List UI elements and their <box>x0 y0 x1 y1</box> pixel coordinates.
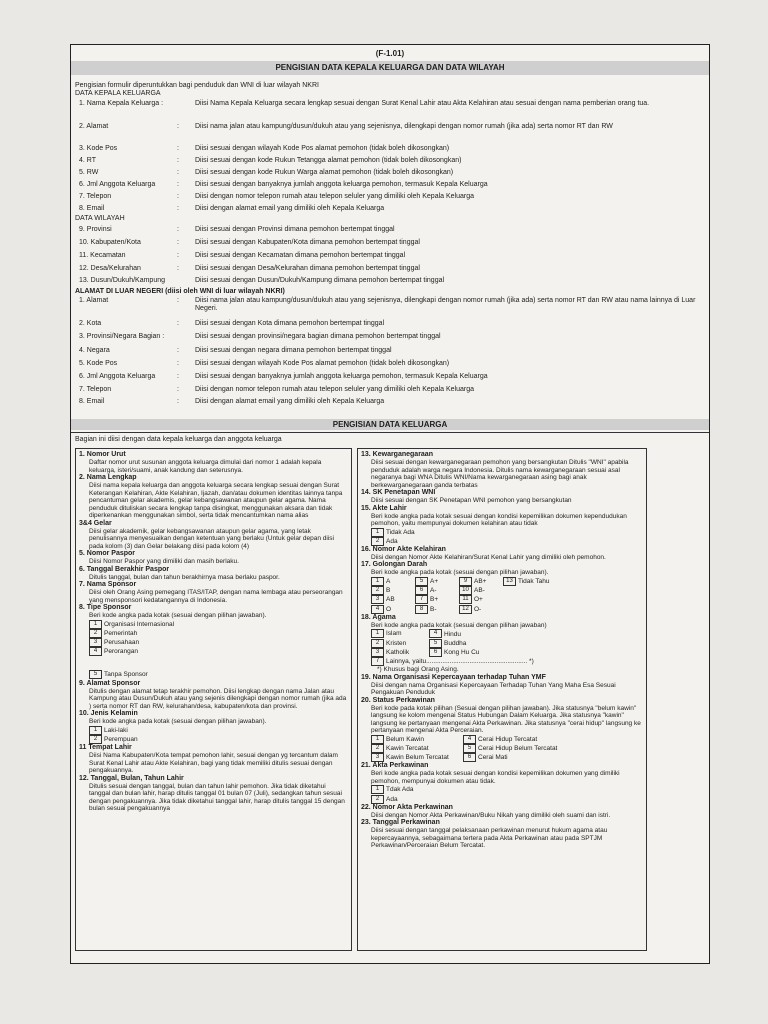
item-body: Diisi dengan Nomor Akta Perkawinan/Buku Nikah yang dimiliki oleh suami dan istri. <box>371 811 611 819</box>
item-heading: 5. Nomor Paspor <box>79 550 136 557</box>
option-row <box>361 753 643 762</box>
code-box: 3 <box>371 753 384 762</box>
code-box: 5 <box>463 744 476 753</box>
code-box: 3 <box>89 638 102 647</box>
option-label: Kong Hu Cu <box>444 648 480 656</box>
kk-desc: Diisi nama jalan atau kampung/dusun/dukuh atau yang sejenisnya, dilengkapi dengan nomor rumah (jika ada) serta nomor RT dan RW <box>195 123 613 130</box>
item-body: Daftar nomor urut susunan anggota keluarga dimulai dari nomor 1 adalah kepala keluarga, isteri/suami, anak kandung dan seterusnya. <box>89 459 322 474</box>
code-box: 1 <box>89 620 102 629</box>
right-instructions-box <box>357 448 647 951</box>
option-row <box>361 605 643 614</box>
code-box: 2 <box>371 537 384 546</box>
option-label: Tidak Tahu <box>518 578 550 586</box>
left-instructions-box <box>75 448 352 951</box>
kk-desc: Diisi Nama Kepala Keluarga secara lengkap sesuai dengan Surat Kenal Lahir atau Akta Kelahiran atau sesuai dengan nama pemberian orang tua. <box>195 100 650 107</box>
code-box: 1 <box>371 629 384 638</box>
kk-label: 6. Jml Anggota Keluarga <box>79 181 156 188</box>
option-row <box>79 735 347 744</box>
kk-desc: Diisi sesuai dengan kode Rukun Tetangga alamat pemohon (tidak boleh dikosongkan) <box>195 157 462 164</box>
code-box: 1 <box>371 528 384 537</box>
footnote: *) Khusus bagi Orang Asing. <box>377 666 459 674</box>
option-label: Ada <box>386 795 398 803</box>
kk-desc: Diisi sesuai dengan wilayah Kode Pos alamat pemohon (tidak boleh dikosongkan) <box>195 145 450 152</box>
code-box: 5 <box>429 639 442 648</box>
option-label: Hindu <box>444 630 461 638</box>
item-body: Diisi Nomor Paspor yang dimiliki dan masih berlaku. <box>89 558 239 565</box>
option-label: Lainnya, yaitu........................................................ *) <box>386 658 534 666</box>
option-row <box>79 629 347 638</box>
item-heading: 7. Nama Sponsor <box>79 581 137 588</box>
option-row <box>361 528 643 537</box>
kk-label: 8. Email <box>79 205 105 212</box>
item-body: Beri kode angka pada kotak (sesuai dengan pilihan jawaban). <box>89 612 267 619</box>
code-box: 1 <box>371 577 384 586</box>
option-row <box>361 744 643 753</box>
item-heading: 19. Nama Organisasi Kepercayaan terhadap Tuhan YMF <box>361 673 546 681</box>
option-row <box>361 595 643 604</box>
option-label: Pemerintah <box>104 629 138 637</box>
item-heading: 17. Golongan Darah <box>361 561 428 569</box>
code-box: 2 <box>89 735 102 744</box>
option-label: AB+ <box>474 578 487 586</box>
option-label: Katholik <box>386 648 410 656</box>
option-label: Perorangan <box>104 648 138 656</box>
item-heading: 2. Nama Lengkap <box>79 474 137 481</box>
item-heading: 14. SK Penetapan WNI <box>361 489 436 496</box>
code-box: 6 <box>463 753 476 762</box>
item-heading: 10. Jenis Kelamin <box>79 710 138 718</box>
option-label: Cerai Mati <box>478 754 508 762</box>
luar-desc: Diisi nama jalan atau kampung/dusun/dukuh atau yang sejenisnya, dilengkapi dengan nomor rumah (jika ada) serta nomor RT dan RW atau nama lainnya di Luar Negeri. <box>195 297 696 312</box>
item-body: Beri kode angka pada kotak (sesuai dengan pilihan jawaban). <box>371 569 549 577</box>
kk-label: 5. RW <box>79 169 99 176</box>
wil-label: 12. Desa/Kelurahan <box>79 265 141 272</box>
option-row <box>361 586 643 595</box>
option-row <box>361 785 643 794</box>
option-label: Perusahaan <box>104 639 140 647</box>
option-label: B+ <box>430 596 439 604</box>
code-box: 7 <box>415 595 428 604</box>
option-row <box>79 647 347 656</box>
item-heading: 9. Alamat Sponsor <box>79 679 141 687</box>
kk-label: 4. RT <box>79 157 96 164</box>
luar-desc: Diisi dengan alamat email yang dimiliki oleh Kepala Keluarga <box>195 398 385 405</box>
item-heading: 20. Status Perkawinan <box>361 696 435 704</box>
item-heading: 11 Tempat Lahir <box>79 744 132 752</box>
item-body: Ditulis dengan alamat tetap terakhir pemohon. Diisi lengkap dengan nama Jalan atau Kampung atau Dusun/Dukuh atau yang sejenis dilengkapi dengan nomor rumah (jika ada ) serta nomor RT dan RW, kelurahan/desa, kabupaten/kota dan provinsi. <box>89 687 347 710</box>
form-page: (F-1.01) PENGISIAN DATA KEPALA KELUARGA DAN DATA WILAYAH Pengisian formulir diperuntukkan bagi penduduk dan WNI di luar wilayah NKRI DATA KEPALA KELUARGA 1. Nama Kepala Keluarga : Diisi Nama Kepala Keluarga secara lengkap sesuai dengan Surat Kenal Lahir atau Akta Kelahiran atau sesuai dengan nama pemberian orang tua. 2. Alamat : Diisi nama jalan atau kampung/dusun/dukuh atau yang sejenisnya, dilengkapi dengan nomor rumah (jika ada) serta nomor RT dan RW 3. Kode Pos : Diisi sesuai dengan wilayah Kode Pos alamat pemohon (tidak boleh dikosongkan) 4. RT : Diisi sesuai dengan kode Rukun Tetangga alamat pemohon (tidak boleh dikosongkan) 5. RW : Diisi sesuai dengan kode Rukun Warga alamat pemohon (tidak boleh dikosongkan) 6. Jml Anggota Keluarga : Diisi sesuai dengan banyaknya jumlah anggota keluarga pemohon, termasuk Kepala Keluarga 7. Telepon : Diisi dengan nomor telepon rumah atau telepon seluler yang dimiliki oleh Kepala Keluarga 8. Email : Diisi dengan alamat email yang dimiliki oleh Kepala Keluarga DATA WILAYAH 9. Provinsi : Diisi sesuai dengan Provinsi dimana pemohon bertempat tinggal 10. Kabupaten/Kota : Diisi sesuai dengan Kabupaten/Kota dimana pemohon bertempat tinggal 11. Kecamatan : Diisi sesuai dengan Kecamatan dimana pemohon bertempat tinggal 12. Desa/Kelurahan : Diisi sesuai dengan Desa/Kelurahan dimana pemohon bertempat tinggal 13. Dusun/Dukuh/Kampung Diisi sesuai dengan Dusun/Dukuh/Kampung dimana pemohon bertempat tinggal ALAMAT DI LUAR NEGERI (diisi oleh WNI di luar wilayah NKRI) 1. Alamat : Diisi nama jalan atau kampung/dusun/dukuh atau yang sejenisnya, dilengkapi dengan nomor rumah (jika ada) serta nomor RT dan RW atau nama lainnya di Luar Negeri. 2. Kota : Diisi sesuai dengan Kota dimana pemohon bertempat tinggal 3. Provinsi/Negara Bagian : Diisi sesuai dengan provinsi/negara bagian dimana pemohon bertempat tinggal 4. Negara : Diisi sesuai dengan negara dimana pemohon bertempat tinggal 5. Kode Pos : Diisi sesuai dengan wilayah Kode Pos alamat pemohon (tidak boleh dikosongkan) 6. Jml Anggota Keluarga : Diisi sesuai dengan banyaknya jumlah anggota keluarga pemohon, termasuk Kepala Keluarga 7. Telepon : Diisi dengan nomor telepon rumah atau telepon seluler yang dimiliki oleh Kepala Keluarga 8. Email : Diisi dengan alamat email yang dimiliki oleh Kepala Keluarga PENGISIAN DATA KELUARGA Bagian ini diisi dengan data kepala keluarga dan anggota keluarga 1. Nomor Urut Daftar nomor urut susunan anggota keluarga dimulai dari nomor 1 adalah kepala keluarga, isteri/suami, anak kandung dan seterusnya. 2. Nama Lengkap Diisi nama kepala keluarga dan anggota keluarga secara lengkap sesuai dengan Surat Keterangan Kelahiran, Akte Kelahiran, Ijazah, dan/atau dokumen identitas lainnya tanpa pencantuman gelar akademis, gelar kebangsawanan ataupun gelar agama. Nama penduduk dituliskan secara lengkap tanpa disingkat, menggunakan aksara dan tidak diperkenankan menggunakan simbol, serta tidak mencantumkan nama alias 3&4 Gelar Diisi gelar akademik, gelar kebangsawanan ataupun gelar agama, yang letak penulisannya menyesuaikan dengan ketentuan yang berlaku (Untuk gelar depan diisi pada kolom (3) dan Gelar belakang diisi pada kolom (4) 5. Nomor Paspor Diisi Nomor Paspor yang dimiliki dan masih berlaku. 6. Tanggal Berakhir Paspor Ditulis tanggal, bulan dan tahun berakhirnya masa berlaku paspor. 7. Nama Sponsor Diisi oleh Orang Asing pemegang ITAS/ITAP, dengan nama lembaga atau perseorangan yang mensponsori kedatangannya di Indonesia. 8. Tipe Sponsor Beri kode angka pada kotak (sesuai dengan pilihan jawaban). 1 Organisasi Internasional 2 Pemerintah 3 Perusahaan 4 Perorangan 5 Tanpa Sponsor 9. Alamat Sponsor Ditulis dengan alamat tetap terakhir pemohon. Diisi lengkap dengan nama Jalan atau Kampung atau Dusun/Dukuh atau yang sejenis dilengkapi dengan nomor rumah (jika ada ) serta nomor RT dan RW, kelurahan/desa, kabupaten/kota dan provinsi. 10. Jenis Kelamin Beri kode angka pada kotak (sesuai dengan pilihan jawaban). 1 Laki-laki 2 Perempuan 11 Tempat Lahir Diisi Nama Kabupaten/Kota tempat pemohon lahir, sesuai dengan yg tercantum dalam Surat Kenal Lahir atau Akte Kelahiran, bagi yang tidak memiliki ditulis sesuai dengan pengakuannya. 12. Tanggal, Bulan, Tahun Lahir Ditulis sesuai dengan tanggal, bulan dan tahun lahir pemohon. Jika tidak diketahui tanggal dan bulan lahir, harap ditulis tanggal 01 bulan 07 (Juli), sedangkan tahun sesuai dengan pengakuannya. Jika tidak diketahui tanggal lahir, harap ditulis tanggal 15 dengan bulan sesuai pengakuannya 13. Kewarganegaraan Diisi sesuai dengan kewarganegaraan pemohon yang bersangkutan Ditulis "WNI" apabila penduduk adalah warga negara Indonesia. Ditulis nama kewarganegaraan sesuai asal negaranya bagi WNA Ditulis WNI/Nama kewarganegaraan asing bagi anak berkewarganegaraan ganda terbatas 14. SK Penetapan WNI Diisi sesuai dengan SK Penetapan WNI pemohon yang bersangkutan 15. Akte Lahir Beri kode angka pada kotak sesuai dengan kondisi kepemilikan dokumen kependudukan pemohon, yaitu mempunyai dokumen kelahiran atau tidak 1 Tidak Ada 2 Ada 16. Nomor Akte Kelahiran Diisi dengan Nomor Akte Kelahiran/Surat Kenal Lahir yang dimiliki oleh pemohon. 17. Golongan Darah Beri kode angka pada kotak (sesuai dengan pilihan jawaban). 1 A 5 A+ 9 AB+ 13 Tidak Tahu 2 B 6 A- 10 AB- 3 AB 7 B+ 11 O+ 4 O 8 B- 12 O- 18. Agama Beri kode angka pada kotak (sesuai dengan pilihan jawaban) 1 Islam 4 Hindu 2 Kristen 5 Buddha 3 Katholik 6 Kong Hu Cu 7 Lainnya, yaitu........................................................ *) *) Khusus bagi Orang Asing. 19. Nama Organisasi Kepercayaan terhadap Tuhan YMF Diisi dengan nama Organisasi Kepercayaan Terhadap Tuhan Yang Maha Esa Sesuai Pengakuan Penduduk 20. Status Perkawinan Beri kode pada kotak pilihan (Sesuai dengan pilihan jawaban). Jika statusnya "belum kawin" langsung ke kolom mengenai Status Hubungan Dalam Keluarga. Jika statusnya "kawin" langsung ke pertanyaan mengenai Akta Perkawinan. Jika statusnya "cerai hidup" langsung ke pertanyaan mengenai Akta Perceraian. 1 Belum Kawin 4 Cerai Hidup Tercatat 2 Kawin Tercatat 5 Cerai Hidup Belum Tercatat 3 Kawin Belum Tercatat 6 Cerai Mati 21. Akta Perkawinan Beri kode angka pada kotak sesuai dengan kondisi kepemilikan dokumen yang dimiliki pemohon, mempunyai dokumen atau tidak. 1 Tdak Ada 2 Ada 22. Nomor Akta Perkawinan Diisi dengan Nomor Akta Perkawinan/Buku Nikah yang dimiliki oleh suami dan istri. 23. Tanggal Perkawinan Diisi sesuai dengan tanggal pelaksanaan perkawinan menurut hukum agama atau kepercayaannya, sebagaimana tertera pada Akta Perkawinan atau pada SPTJM Perkawinan/Perceraian Belum Tercatat. <box>70 44 710 964</box>
option-row <box>79 670 347 679</box>
luar-label: 7. Telepon <box>79 386 112 393</box>
item-heading: 18. Agama <box>361 613 396 621</box>
item-heading: 22. Nomor Akta Perkawinan <box>361 803 453 811</box>
code-box: 5 <box>89 670 102 679</box>
luar-label: 2. Kota <box>79 320 102 327</box>
luar-desc: Diisi sesuai dengan negara dimana pemohon bertempat tinggal <box>195 347 392 354</box>
code-box: 1 <box>371 785 384 794</box>
intro-text: Pengisian formulir diperuntukkan bagi penduduk dan WNI di luar wilayah NKRI <box>75 82 319 89</box>
item-body: Diisi nama kepala keluarga dan anggota keluarga secara lengkap sesuai dengan Surat Keterangan Kelahiran, Akte Kelahiran, Ijazah, dan/atau dokumen identitas lainnya tanpa pencantuman gelar akademis, gelar kebangsawanan ataupun gelar agama. Nama penduduk dituliskan secara lengkap tanpa disingkat, menggunakan aksara dan tidak diperkenankan menggunakan simbol, serta tidak mencantumkan nama alias <box>89 482 343 519</box>
option-row <box>361 795 643 804</box>
luar-desc: Diisi dengan nomor telepon rumah atau telepon seluler yang dimiliki oleh Kepala Keluarga <box>195 386 475 393</box>
luar-label: 8. Email <box>79 398 105 405</box>
item-body: Diisi Nama Kabupaten/Kota tempat pemohon lahir, sesuai dengan yg tercantum dalam Surat Kenal Lahir atau Akte Kelahiran, bagi yang tidak memiliki ditulis sesuai dengan pengakuannya. <box>89 752 338 775</box>
option-label: O- <box>474 605 482 613</box>
item-body: Diisi gelar akademik, gelar kebangsawanan ataupun gelar agama, yang letak penulisannya menyesuaikan dengan ketentuan yang berlaku (Untuk gelar depan diisi pada kolom (3) dan Gelar belakang diisi pada kolom (4) <box>89 527 335 550</box>
option-label: Tanpa Sponsor <box>104 671 148 679</box>
luar-desc: Diisi sesuai dengan banyaknya jumlah anggota keluarga pemohon, termasuk Kepala Keluarga <box>195 373 488 380</box>
luar-label: 6. Jml Anggota Keluarga <box>79 373 156 380</box>
title-data-keluarga: PENGISIAN DATA KELUARGA <box>71 419 709 430</box>
option-row <box>79 620 347 629</box>
option-row <box>361 577 643 586</box>
option-label: Buddha <box>444 639 467 647</box>
item-heading: 3&4 Gelar <box>79 519 112 527</box>
code-box: 8 <box>415 605 428 614</box>
item-heading: 15. Akte Lahir <box>361 504 407 512</box>
luar-desc: Diisi sesuai dengan wilayah Kode Pos alamat pemohon (tidak boleh dikosongkan) <box>195 360 450 367</box>
option-row <box>361 735 643 744</box>
kk-label: 1. Nama Kepala Keluarga : <box>79 100 164 107</box>
item-heading: 16. Nomor Akte Kelahiran <box>361 545 446 553</box>
form-code: (F-1.01) <box>375 49 405 58</box>
code-box: 4 <box>371 605 384 614</box>
option-row <box>361 648 643 657</box>
item-body: Diisi dengan nama Organisasi Kepercayaan Terhadap Tuhan Yang Maha Esa Sesuai Pengakuan Penduduk <box>371 681 616 697</box>
item-body: Beri kode pada kotak pilihan (Sesuai dengan pilihan jawaban). Jika statusnya "belum kawin" langsung ke kolom mengenai Status Hubungan Dalam Keluarga. Jika statusnya "kawin" langsung ke pertanyaan mengenai Akta Perkawinan. Jika statusnya "cerai hidup" langsung ke pertanyaan mengenai Akta Perceraian. <box>371 704 641 735</box>
kk-label: 2. Alamat <box>79 123 109 130</box>
kk-label: 7. Telepon <box>79 193 112 200</box>
wil-desc: Diisi sesuai dengan Kabupaten/Kota dimana pemohon bertempat tinggal <box>195 239 420 246</box>
option-label: Kawin Belum Tercatat <box>386 754 449 762</box>
item-body: Diisi sesuai dengan SK Penetapan WNI pemohon yang bersangkutan <box>371 497 572 504</box>
luar-label: 4. Negara <box>79 347 110 354</box>
section-data-kepala-keluarga: DATA KEPALA KELUARGA <box>75 90 161 97</box>
option-label: AB- <box>474 587 485 595</box>
option-label: Kristen <box>386 639 407 647</box>
kk-desc: Diisi sesuai dengan banyaknya jumlah anggota keluarga pemohon, termasuk Kepala Keluarga <box>195 181 488 188</box>
code-box: 2 <box>371 586 384 595</box>
option-row <box>361 657 643 666</box>
luar-desc: Diisi sesuai dengan Kota dimana pemohon bertempat tinggal <box>195 320 385 327</box>
option-label: Islam <box>386 630 402 638</box>
code-box: 11 <box>459 595 472 604</box>
luar-label: 3. Provinsi/Negara Bagian : <box>79 333 165 340</box>
code-box: 4 <box>463 735 476 744</box>
option-label: O <box>386 605 392 613</box>
item-body: Diisi sesuai dengan kewarganegaraan pemohon yang bersangkutan Ditulis "WNI" apabila penduduk adalah warga negara Indonesia. Ditulis nama kewarganegaraan sesuai asal negaranya bagi WNA Ditulis WNI/Nama kewarganegaraan asing bagi anak berkewarganegaraan ganda terbatas <box>371 459 629 489</box>
option-label: Organisasi Internasional <box>104 620 175 628</box>
code-box: 3 <box>371 595 384 604</box>
code-box: 1 <box>89 726 102 735</box>
code-box: 7 <box>371 657 384 666</box>
code-box: 6 <box>415 586 428 595</box>
option-row <box>79 726 347 735</box>
luar-label: 5. Kode Pos <box>79 360 118 367</box>
title-kepala-keluarga-wilayah: PENGISIAN DATA KEPALA KELUARGA DAN DATA WILAYAH <box>71 61 709 75</box>
option-label: B- <box>430 605 437 613</box>
wil-label: 9. Provinsi <box>79 226 112 233</box>
wil-desc: Diisi sesuai dengan Desa/Kelurahan dimana pemohon bertempat tinggal <box>195 265 420 272</box>
item-body: Diisi dengan Nomor Akte Kelahiran/Surat Kenal Lahir yang dimiliki oleh pemohon. <box>371 553 606 561</box>
divider <box>71 432 709 433</box>
item-heading: 12. Tanggal, Bulan, Tahun Lahir <box>79 774 184 782</box>
code-box: 3 <box>371 648 384 657</box>
option-row <box>79 638 347 647</box>
item-heading: 6. Tanggal Berakhir Paspor <box>79 565 170 573</box>
kk-desc: Diisi dengan nomor telepon rumah atau telepon seluler yang dimiliki oleh Kepala Keluarga <box>195 193 475 200</box>
code-box: 4 <box>429 629 442 638</box>
kk-desc: Diisi sesuai dengan kode Rukun Warga alamat pemohon (tidak boleh dikosongkan) <box>195 169 454 176</box>
option-label: B <box>386 587 391 595</box>
section-alamat-luar-negeri: ALAMAT DI LUAR NEGERI (diisi oleh WNI di luar wilayah NKRI) <box>75 288 285 295</box>
code-box: 6 <box>429 648 442 657</box>
item-body: Diisi sesuai dengan tanggal pelaksanaan perkawinan menurut hukum agama atau kepercayaannya, sebagaimana tertera pada Akta Perkawinan atau pada SPTJM Perkawinan/Perceraian Belum Tercatat. <box>371 827 608 850</box>
code-box: 2 <box>89 629 102 638</box>
kk-label: 3. Kode Pos <box>79 145 118 152</box>
code-box: 4 <box>89 647 102 656</box>
code-box: 12 <box>459 605 472 614</box>
code-box: 1 <box>371 735 384 744</box>
option-row <box>361 537 643 546</box>
kk-desc: Diisi dengan alamat email yang dimiliki oleh Kepala Keluarga <box>195 205 385 212</box>
code-box: 2 <box>371 639 384 648</box>
code-box: 2 <box>371 744 384 753</box>
item-heading: 1. Nomor Urut <box>79 451 126 458</box>
code-box: 2 <box>371 795 384 804</box>
wil-desc: Diisi sesuai dengan Dusun/Dukuh/Kampung dimana pemohon bertempat tinggal <box>195 277 445 284</box>
option-label: AB <box>386 596 395 604</box>
item-heading: 21. Akta Perkawinan <box>361 762 429 770</box>
option-label: A <box>386 578 391 586</box>
option-label: Tidak Ada <box>386 528 415 536</box>
item-heading: 23. Tanggal Perkawinan <box>361 819 440 827</box>
option-label: Perempuan <box>104 736 138 744</box>
option-label: O+ <box>474 596 483 604</box>
item-body: Beri kode angka pada kotak sesuai dengan kondisi kepemilikan dokumen kependudukan pemohon, yaitu mempunyai dokumen kelahiran atau tidak <box>371 512 627 527</box>
wil-desc: Diisi sesuai dengan Kecamatan dimana pemohon bertempat tinggal <box>195 252 406 259</box>
luar-desc: Diisi sesuai dengan provinsi/negara bagian dimana pemohon bertempat tinggal <box>195 333 441 340</box>
option-label: Cerai Hidup Belum Tercatat <box>478 745 558 753</box>
option-label: Belum Kawin <box>386 735 424 743</box>
option-label: Laki-laki <box>104 726 128 734</box>
item-heading: 13. Kewarganegaraan <box>361 451 433 458</box>
option-label: Ada <box>386 537 398 545</box>
code-box: 10 <box>459 586 472 595</box>
option-row <box>361 639 643 648</box>
code-box: 9 <box>459 577 472 586</box>
wil-desc: Diisi sesuai dengan Provinsi dimana pemohon bertempat tinggal <box>195 226 395 233</box>
wil-label: 13. Dusun/Dukuh/Kampung <box>79 277 165 284</box>
option-label: A- <box>430 587 437 595</box>
item-body: Ditulis tanggal, bulan dan tahun berakhirnya masa berlaku paspor. <box>89 573 280 581</box>
item-heading: 8. Tipe Sponsor <box>79 604 132 611</box>
option-label: A+ <box>430 578 439 586</box>
item-body: Diisi oleh Orang Asing pemegang ITAS/ITAP, dengan nama lembaga atau perseorangan yang mensponsori kedatangannya di Indonesia. <box>89 589 343 604</box>
code-box: 13 <box>503 577 516 586</box>
wil-label: 10. Kabupaten/Kota <box>79 239 141 246</box>
item-body: Beri kode angka pada kotak (sesuai dengan pilihan jawaban) <box>371 621 547 629</box>
item-body: Beri kode angka pada kotak (sesuai dengan pilihan jawaban). <box>89 718 267 726</box>
option-row <box>361 629 643 638</box>
luar-label: 1. Alamat <box>79 297 109 304</box>
keluarga-intro: Bagian ini diisi dengan data kepala keluarga dan anggota keluarga <box>75 436 282 443</box>
option-label: Tdak Ada <box>386 786 414 794</box>
item-body: Ditulis sesuai dengan tanggal, bulan dan tahun lahir pemohon. Jika tidak diketahui tanggal dan bulan lahir, harap ditulis tanggal 01 bulan 07 (Juli), sedangkan tahun sesuai dengan pengakuannya. Jika tidak diketahui tanggal lahir, harap ditulis tanggal 15 dengan bulan sesuai pengakuannya <box>89 782 345 813</box>
code-box: 5 <box>415 577 428 586</box>
item-body: Beri kode angka pada kotak sesuai dengan kondisi kepemilikan dokumen yang dimiliki pemohon, mempunyai dokumen atau tidak. <box>371 770 620 785</box>
option-label: Kawin Tercatat <box>386 745 429 753</box>
option-label: Cerai Hidup Tercatat <box>478 735 538 743</box>
wil-label: 11. Kecamatan <box>79 252 126 259</box>
section-data-wilayah: DATA WILAYAH <box>75 215 125 222</box>
